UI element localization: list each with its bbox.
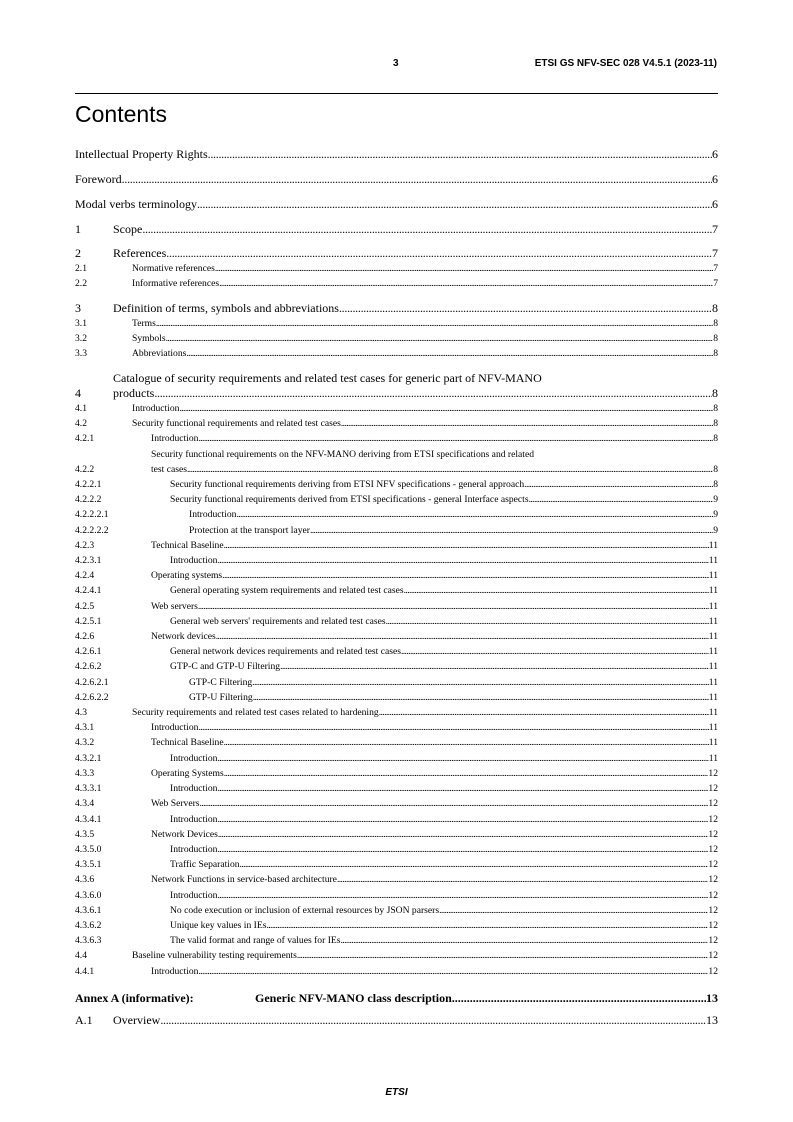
toc-entry-number: 4.2.2.2.2	[75, 524, 109, 536]
dot-leader	[156, 316, 713, 331]
toc-entry[interactable]	[75, 705, 718, 720]
toc-entry-number: 4.3.6.3	[75, 935, 102, 947]
toc-entry-number: 4.3.6.0	[75, 889, 102, 901]
header-rule	[75, 93, 718, 94]
toc-entry-number: A.1	[75, 1012, 93, 1027]
toc-entry[interactable]	[75, 447, 718, 477]
toc-entry-page: 7	[712, 221, 718, 236]
dot-leader	[219, 276, 713, 291]
dot-leader	[198, 431, 713, 446]
toc-entry-page: 11	[708, 615, 718, 627]
dot-leader	[337, 872, 708, 887]
toc-entry[interactable]	[75, 301, 718, 316]
dot-leader	[379, 705, 709, 720]
toc-entry-title: Abbreviations	[132, 348, 187, 360]
dot-leader	[217, 842, 708, 857]
toc-entry[interactable]	[75, 644, 718, 659]
toc-entry-page: 8	[713, 479, 718, 491]
toc-entry-page: 13	[706, 1012, 718, 1027]
toc-entry-title: Generic NFV-MANO class description	[255, 990, 452, 1005]
toc-entry-page: 12	[708, 767, 718, 779]
dot-leader	[452, 991, 706, 1006]
toc-entry[interactable]	[75, 675, 718, 690]
toc-entry[interactable]	[75, 477, 718, 492]
dot-leader	[404, 583, 709, 598]
toc-entry-number: 4.2.1	[75, 433, 95, 445]
toc-entry-page: 9	[713, 494, 718, 506]
toc-entry-page: 11	[708, 676, 718, 688]
toc-entry-title: Technical Baseline	[151, 539, 224, 551]
dot-leader	[529, 492, 714, 507]
toc-entry-page: 12	[708, 798, 718, 810]
dot-leader	[217, 888, 708, 903]
toc-entry-page: 8	[713, 317, 718, 329]
toc-entry-title: Unique key values in IEs	[170, 919, 267, 931]
toc-entry-number: 4.3.3.1	[75, 783, 102, 795]
toc-entry-page: 8	[713, 433, 718, 445]
toc-entry-number: 4.2.4	[75, 570, 95, 582]
toc-entry[interactable]	[75, 568, 718, 583]
toc-entry-page: 11	[708, 570, 718, 582]
toc-entry[interactable]	[75, 918, 718, 933]
toc-entry-page: 11	[708, 722, 718, 734]
page-title: Contents	[75, 101, 168, 127]
dot-leader	[217, 812, 708, 827]
toc-entry[interactable]	[75, 538, 718, 553]
toc-entry[interactable]	[75, 659, 718, 674]
dot-leader	[339, 301, 712, 316]
toc-entry-title: General network devices requirements and related test cases	[170, 646, 401, 658]
toc-entry-number: 4.2.4.1	[75, 585, 102, 597]
toc-entry-title: No code execution or inclusion of external resources by JSON parsers	[170, 904, 440, 916]
toc-entry-title: Normative references	[132, 263, 215, 274]
toc-entry-page: 12	[708, 919, 718, 931]
toc-entry-number: 4.2.3.1	[75, 555, 102, 567]
toc-entry-number: 4.3.6	[75, 874, 95, 886]
dot-leader	[236, 507, 713, 522]
toc-entry-title: Introduction	[151, 965, 199, 977]
toc-entry[interactable]	[75, 222, 718, 237]
toc-entry-page: 8	[713, 333, 718, 345]
dot-leader	[386, 614, 709, 629]
toc-entry-number: 4.2.2.2	[75, 494, 102, 506]
toc-entry-number: 4.4	[75, 950, 87, 962]
toc-entry-title: Web Servers	[151, 798, 200, 810]
toc-entry[interactable]	[75, 371, 718, 401]
toc-entry-title: Overview	[113, 1012, 161, 1027]
toc-entry[interactable]	[75, 827, 718, 842]
toc-entry-title: Security functional requirements deriving from ETSI NFV specifications - general approach	[170, 479, 525, 491]
toc-entry-number: Annex A (informative):	[75, 990, 194, 1005]
toc-entry-page: 7	[712, 246, 718, 260]
toc-entry-title: Symbols	[132, 333, 166, 345]
dot-leader	[166, 331, 714, 346]
toc-entry-title: Protection at the transport layer	[189, 524, 310, 536]
toc-entry-page: 8	[713, 348, 718, 360]
toc-entry[interactable]	[75, 720, 718, 735]
toc-entry-title: Introduction	[170, 813, 218, 825]
toc-entry-page: 12	[708, 828, 718, 840]
dot-leader	[154, 386, 712, 401]
toc-entry-title: Security functional requirements derived from ETSI specifications - general Interface aspects	[170, 494, 529, 506]
toc-entry-title: Introduction	[151, 722, 199, 734]
toc-entry-page: 11	[708, 752, 718, 764]
toc-entry-number: 4.2.3	[75, 539, 95, 551]
toc-entry-number: 4.2.6.2.2	[75, 691, 109, 703]
dot-leader	[160, 1013, 706, 1028]
toc-entry-page: 6	[712, 147, 718, 161]
toc-entry-page: 9	[713, 509, 718, 521]
toc-entry-title: Security functional requirements on the NFV-MANO deriving from ETSI specifications and related	[151, 448, 535, 460]
dot-leader	[208, 147, 712, 162]
dot-leader	[215, 261, 713, 276]
toc-entry-page: 12	[708, 783, 718, 795]
toc-entry[interactable]	[75, 261, 718, 276]
toc-entry-page: 9	[713, 524, 718, 536]
dot-leader	[166, 246, 712, 261]
dot-leader	[266, 918, 708, 933]
dot-leader	[187, 462, 713, 477]
toc-entry-number: 3.1	[75, 317, 87, 329]
toc-entry-number: 4.3.5.1	[75, 859, 102, 871]
toc-entry-number: 4.3.4	[75, 798, 95, 810]
toc-entry-title: Modal verbs terminology	[75, 197, 197, 211]
toc-entry-title: Baseline vulnerability testing requirements	[132, 950, 297, 962]
toc-entry-title: Network Devices	[151, 828, 218, 840]
dot-leader	[198, 599, 709, 614]
toc-entry-page: 8	[713, 418, 718, 430]
toc-entry-title: Definition of terms, symbols and abbreviations	[113, 300, 339, 315]
toc-entry-number: 4.3.2	[75, 737, 95, 749]
toc-entry[interactable]	[75, 735, 718, 750]
toc-entry-page: 12	[708, 859, 718, 871]
toc-entry-page: 11	[708, 707, 718, 719]
dot-leader	[142, 222, 712, 237]
toc-entry-page: 12	[708, 904, 718, 916]
toc-entry-title: Introduction	[132, 403, 180, 415]
toc-entry-title: Operating systems	[151, 570, 223, 582]
toc-entry-title: Introduction	[170, 752, 218, 764]
toc-entry-number: 2.2	[75, 278, 87, 290]
dot-leader	[439, 903, 708, 918]
toc-entry[interactable]	[75, 583, 718, 598]
toc-entry-title: Catalogue of security requirements and related test cases for generic part of NFV-MANO	[113, 371, 542, 386]
toc-entry-title: Web servers	[151, 600, 198, 612]
dot-leader	[224, 766, 709, 781]
dot-leader	[224, 735, 709, 750]
toc-entry-page: 12	[708, 813, 718, 825]
dot-leader	[218, 827, 709, 842]
dot-leader	[524, 477, 713, 492]
dot-leader	[197, 197, 712, 212]
toc-entry[interactable]	[75, 197, 718, 212]
dot-leader	[280, 659, 709, 674]
toc-entry[interactable]	[75, 316, 718, 331]
toc-entry-number: 4.2.5.1	[75, 615, 102, 627]
dot-leader	[252, 675, 709, 690]
toc-entry-page: 11	[708, 600, 718, 612]
toc-entry-number: 4.3.5.0	[75, 843, 102, 855]
toc-entry[interactable]	[75, 991, 718, 1006]
toc-entry-page: 7	[713, 263, 718, 274]
toc-entry[interactable]	[75, 781, 718, 796]
toc-entry-page: 12	[708, 889, 718, 901]
toc-entry[interactable]	[75, 766, 718, 781]
toc-entry-number: 4.3.6.2	[75, 919, 102, 931]
toc-entry-title: Introduction	[170, 555, 218, 567]
toc-entry[interactable]	[75, 507, 718, 522]
toc-entry-title: GTP-U Filtering	[189, 691, 253, 703]
toc-entry-title: Security functional requirements and related test cases	[132, 418, 341, 430]
toc-entry-title: Operating Systems	[151, 767, 224, 779]
dot-leader	[341, 416, 713, 431]
toc-entry-title: Traffic Separation	[170, 859, 240, 871]
dot-leader	[217, 781, 708, 796]
toc-entry[interactable]	[75, 523, 718, 538]
toc-entry[interactable]	[75, 933, 718, 948]
toc-entry-number: 4.3.6.1	[75, 904, 102, 916]
toc-entry-number: 4.2.6.2	[75, 661, 102, 673]
dot-leader	[186, 346, 713, 361]
toc-entry[interactable]	[75, 857, 718, 872]
toc-entry-number: 4.3.4.1	[75, 813, 102, 825]
toc-entry-page: 7	[713, 278, 718, 290]
dot-leader	[179, 401, 713, 416]
toc-entry-page: 11	[708, 646, 718, 658]
toc-entry-number: 2.1	[75, 263, 87, 274]
toc-entry[interactable]	[75, 492, 718, 507]
dot-leader	[224, 538, 709, 553]
toc-entry-page: 11	[708, 737, 718, 749]
toc-entry-page: 8	[712, 386, 718, 401]
toc-entry-page: 11	[708, 661, 718, 673]
toc-entry-title: Terms	[132, 317, 156, 329]
toc-entry-page: 6	[712, 172, 718, 186]
toc-entry-number: 4.2.6.1	[75, 646, 102, 658]
toc-entry-page: 12	[708, 965, 718, 977]
toc-entry-number: 4.2.2.1	[75, 479, 102, 491]
toc-entry-page: 11	[708, 691, 718, 703]
toc-entry-number: 4.2	[75, 418, 87, 430]
dot-leader	[198, 964, 708, 979]
toc-entry-number: 4.3.1	[75, 722, 95, 734]
toc-entry-page: 13	[706, 990, 718, 1005]
toc-entry[interactable]	[75, 964, 718, 979]
toc-entry-title-continued: products	[113, 386, 155, 401]
toc-entry[interactable]	[75, 948, 718, 963]
toc-entry-page: 8	[712, 300, 718, 315]
toc-entry[interactable]	[75, 246, 718, 261]
toc-entry[interactable]	[75, 346, 718, 361]
toc-entry-title: The valid format and range of values for IEs	[170, 935, 341, 947]
toc-entry-page: 12	[708, 843, 718, 855]
toc-entry[interactable]	[75, 903, 718, 918]
toc-entry-page: 12	[708, 874, 718, 886]
toc-entry-title: General operating system requirements and related test cases	[170, 585, 404, 597]
page-number: 3	[393, 58, 399, 69]
toc-entry-page: 11	[708, 631, 718, 643]
footer-logo-text: ETSI	[385, 1087, 408, 1098]
toc-entry-number: 4.2.6.2.1	[75, 676, 109, 688]
toc-entry-page: 12	[708, 950, 718, 962]
toc-entry-number: 4.3	[75, 707, 87, 719]
dot-leader	[217, 553, 708, 568]
toc-entry[interactable]	[75, 812, 718, 827]
toc-entry-number: 4.3.2.1	[75, 752, 102, 764]
toc-entry[interactable]	[75, 416, 718, 431]
toc-entry-number: 3.3	[75, 348, 87, 360]
toc-entry-number: 4.3.3	[75, 767, 95, 779]
toc-entry-number: 4	[75, 386, 81, 401]
dot-leader	[401, 644, 709, 659]
toc-entry-title: Informative references	[132, 278, 220, 290]
toc-entry[interactable]	[75, 147, 718, 162]
toc-entry-page: 11	[708, 539, 718, 551]
toc-entry-number: 4.3.5	[75, 828, 95, 840]
toc-entry[interactable]	[75, 431, 718, 446]
toc-entry-page: 11	[708, 585, 718, 597]
dot-leader	[253, 690, 709, 705]
dot-leader	[198, 720, 708, 735]
toc-entry-number: 4.2.2	[75, 463, 95, 475]
toc-entry-page: 8	[713, 403, 718, 415]
toc-entry-title: Network Functions in service-based architecture	[151, 874, 337, 886]
toc-entry-title: GTP-C and GTP-U Filtering	[170, 661, 281, 673]
toc-entry[interactable]	[75, 872, 718, 887]
dot-leader	[222, 568, 709, 583]
toc-entry-number: 3.2	[75, 333, 87, 345]
toc-entry-title: Intellectual Property Rights	[75, 147, 208, 161]
toc-entry[interactable]	[75, 276, 718, 291]
toc-entry[interactable]	[75, 172, 718, 187]
toc-entry-title: Introduction	[189, 509, 237, 521]
dot-leader	[122, 172, 712, 187]
toc-entry-title: Scope	[113, 221, 143, 236]
toc-entry-title: Technical Baseline	[151, 737, 224, 749]
toc-entry[interactable]	[75, 842, 718, 857]
toc-entry-number: 2	[75, 246, 81, 260]
toc-entry-page: 11	[708, 555, 718, 567]
toc-entry[interactable]	[75, 690, 718, 705]
dot-leader	[216, 629, 709, 644]
dot-leader	[341, 933, 709, 948]
toc-entry-number: 1	[75, 221, 81, 236]
toc-entry-title: References	[113, 246, 167, 260]
dot-leader	[310, 523, 713, 538]
dot-leader	[297, 948, 708, 963]
toc-entry-title: Foreword	[75, 172, 122, 186]
toc-entry[interactable]	[75, 331, 718, 346]
dot-leader	[240, 857, 709, 872]
toc-entry[interactable]	[75, 751, 718, 766]
toc-entry[interactable]	[75, 599, 718, 614]
toc-entry[interactable]	[75, 629, 718, 644]
toc-entry-page: 6	[712, 197, 718, 211]
toc-entry-title: Introduction	[151, 433, 199, 445]
toc-entry[interactable]	[75, 888, 718, 903]
toc-entry-title: Introduction	[170, 889, 218, 901]
toc-entry-page: 12	[708, 935, 718, 947]
toc-entry-title: Security requirements and related test cases related to hardening	[132, 707, 379, 719]
toc-entry-number: 4.4.1	[75, 965, 95, 977]
toc-entry[interactable]	[75, 401, 718, 416]
table-of-contents	[75, 144, 718, 1028]
toc-entry-title-continued: test cases	[151, 463, 187, 475]
toc-entry-title: Introduction	[170, 843, 218, 855]
toc-entry[interactable]	[75, 796, 718, 811]
toc-entry-number: 4.2.5	[75, 600, 95, 612]
toc-entry-number: 4.1	[75, 403, 87, 415]
dot-leader	[200, 796, 709, 811]
toc-entry-number: 4.2.6	[75, 631, 95, 643]
toc-entry-page: 8	[713, 463, 718, 475]
toc-entry-title: GTP-C Filtering	[189, 676, 253, 688]
toc-entry[interactable]	[75, 1013, 718, 1028]
toc-entry[interactable]	[75, 614, 718, 629]
toc-entry-title: Network devices	[151, 631, 216, 643]
toc-entry[interactable]	[75, 553, 718, 568]
document-reference: ETSI GS NFV-SEC 028 V4.5.1 (2023-11)	[534, 58, 717, 69]
toc-entry-number: 3	[75, 300, 81, 315]
toc-entry-title: Introduction	[170, 783, 218, 795]
toc-entry-number: 4.2.2.2.1	[75, 509, 109, 521]
toc-entry-title: General web servers' requirements and related test cases	[170, 615, 386, 627]
dot-leader	[217, 751, 708, 766]
